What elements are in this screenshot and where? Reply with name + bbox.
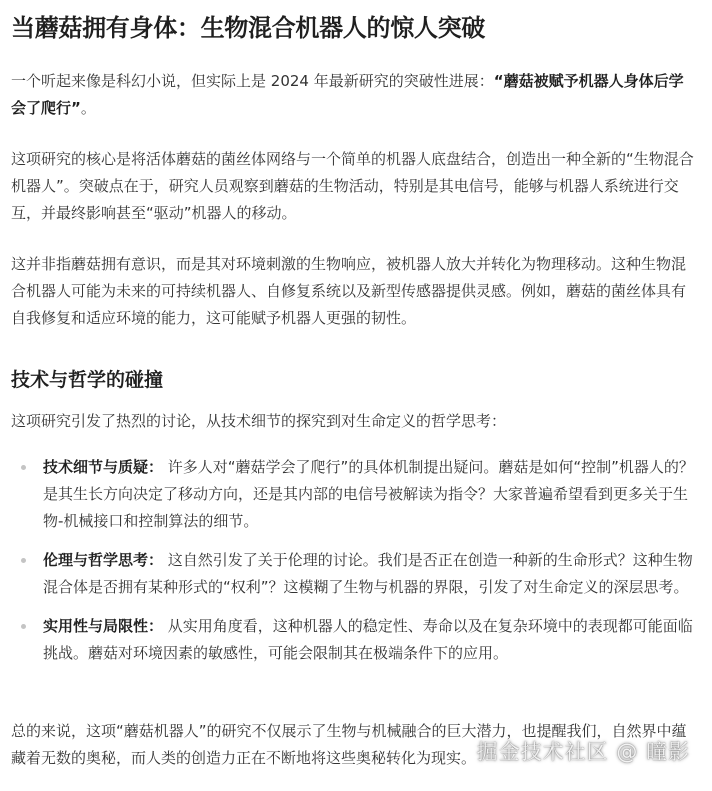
conclusion-paragraph: 总的来说，这项“蘑菇机器人”的研究不仅展示了生物与机械融合的巨大潜力，也提醒我们，自然界中蕴藏着无数的奥秘，而人类的创造力正在不断地将这些奥秘转化为现实。 [11, 722, 687, 767]
bullet-icon [21, 624, 26, 629]
list-item-text: 从实用角度看，这种机器人的稳定性、寿命以及在复杂环境中的表现都可能面临挑战。蘑菇对环境因素的敏感性，可能会限制其在极端条件下的应用。 [43, 617, 693, 662]
core-paragraph: 这项研究的核心是将活体蘑菇的菌丝体网络与一个简单的机器人底盘结合，创造出一种全新的“生物混合机器人”。突破点在于，研究人员观察到蘑菇的生物活动，特别是其电信号，能够与机器人系统进行交互，并最终影响甚至“驱动”机器人的移动。 [11, 150, 694, 222]
intro-prefix: 一个听起来像是科幻小说，但实际上是 2024 年最新研究的突破性进展： [11, 72, 494, 90]
list-item-text: 许多人对“蘑菇学会了爬行”的具体机制提出疑问。蘑菇是如何“控制”机器人的？是其生长方向决定了移动方向，还是其内部的电信号被解读为指令？大家普遍希望看到更多关于生物-机械接口和控制算法的细节。 [43, 458, 694, 530]
intro-highlight: “蘑菇被赋予机器人身体后学会了爬行” [11, 72, 684, 117]
bullet-icon [21, 465, 26, 470]
bullet-icon [21, 558, 26, 563]
section-intro: 这项研究引发了热烈的讨论，从技术细节的探究到对生命定义的哲学思考： [11, 412, 507, 430]
list-item [11, 613, 699, 667]
list-item-label: 技术细节与质疑： [43, 458, 164, 476]
section-heading: 技术与哲学的碰撞 [11, 369, 164, 391]
list-item [11, 547, 699, 601]
list-item [11, 454, 699, 535]
intro-paragraph [11, 68, 695, 122]
discussion-list [11, 454, 701, 667]
watermark: 掘金技术社区 @ 曈影 [476, 740, 690, 764]
list-item-text: 这自然引发了关于伦理的讨论。我们是否正在创造一种新的生命形式？这种生物混合体是否拥有某种形式的“权利”？这模糊了生物与机器的界限，引发了对生命定义的深层思考。 [43, 551, 693, 596]
response-paragraph: 这并非指蘑菇拥有意识，而是其对环境刺激的生物响应，被机器人放大并转化为物理移动。这种生物混合机器人可能为未来的可持续机器人、自修复系统以及新型传感器提供灵感。例如，蘑菇的菌丝体具有自我修复和适应环境的能力，这可能赋予机器人更强的韧性。 [11, 255, 687, 327]
list-item-label: 实用性与局限性： [43, 617, 164, 635]
intro-suffix: 。 [80, 99, 96, 117]
list-item-label: 伦理与哲学思考： [43, 551, 164, 569]
article-title: 当蘑菇拥有身体：生物混合机器人的惊人突破 [11, 14, 485, 42]
